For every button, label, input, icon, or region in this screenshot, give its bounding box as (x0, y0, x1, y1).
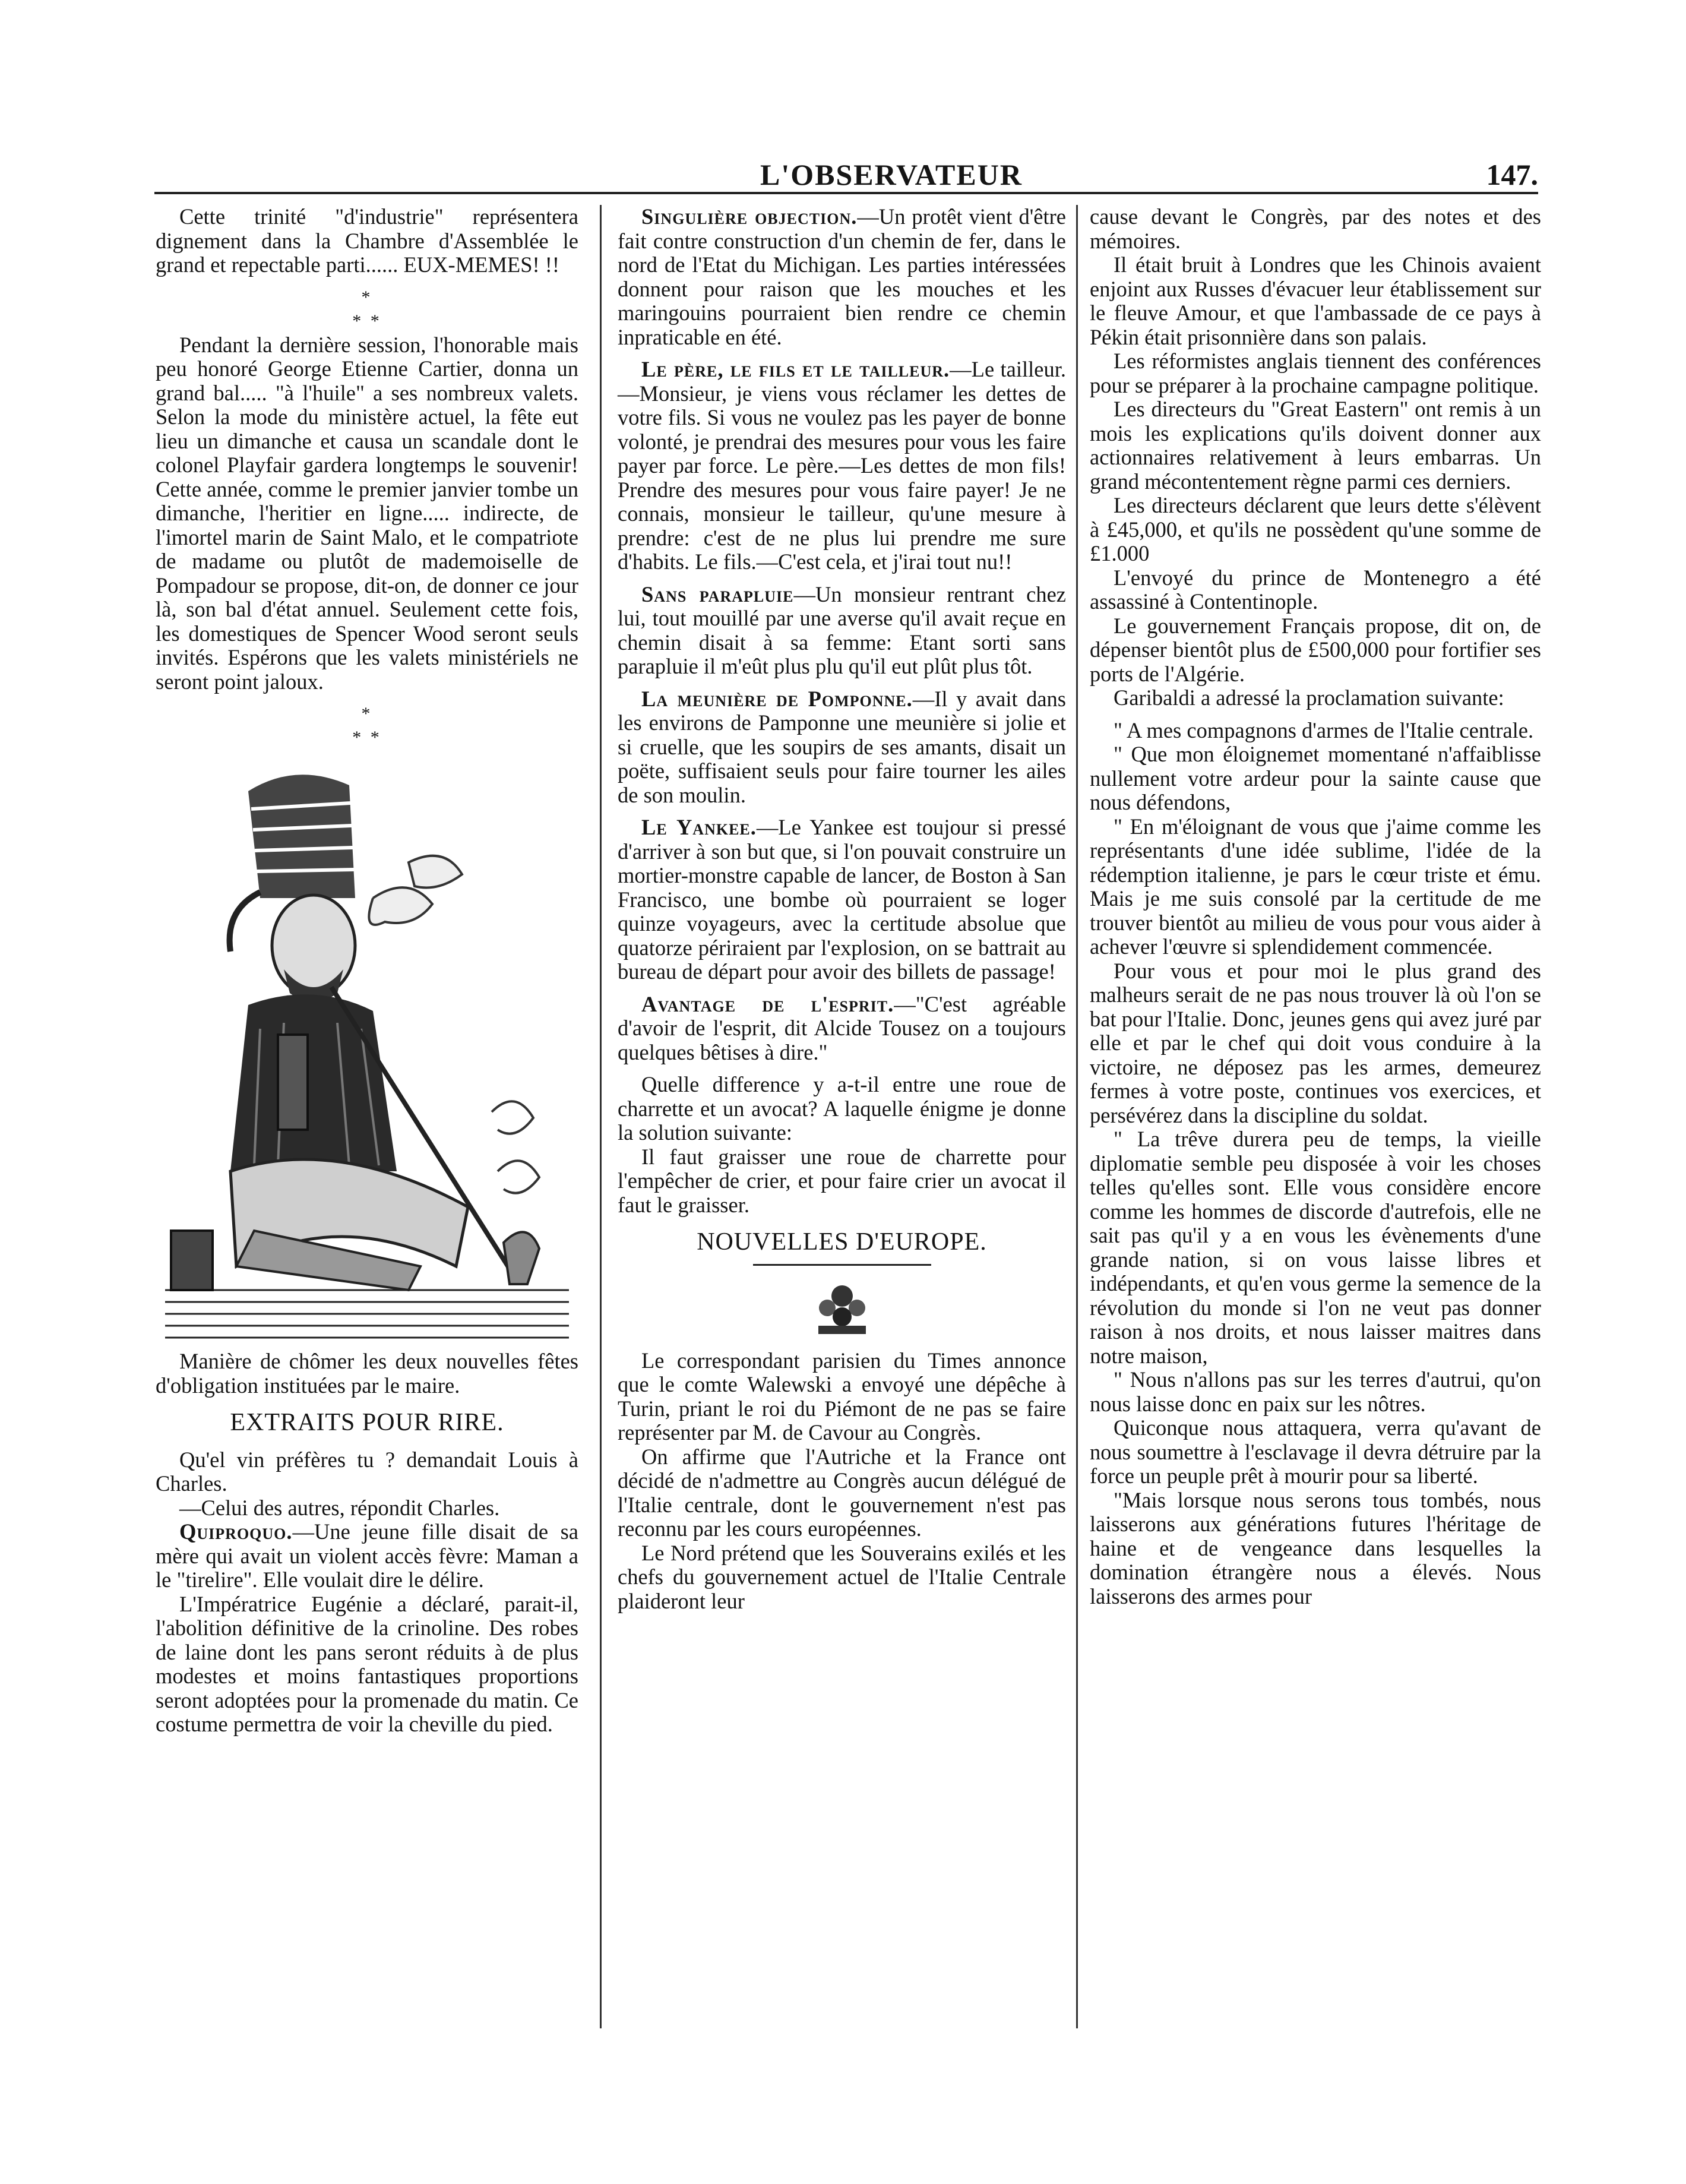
paragraph (618, 816, 1066, 984)
newspaper-title: L'OBSERVATEUR (760, 158, 1023, 191)
paragraph: " A mes compagnons d'armes de l'Italie centrale. (1114, 718, 1534, 742)
paragraph: Les réformistes anglais tiennent des conférences pour se préparer à la prochaine campagne politique. (1090, 349, 1541, 397)
asterism-icon: * * * (352, 704, 382, 747)
column-2 (618, 205, 1066, 1613)
page-number: 147. (1486, 158, 1538, 191)
item-text: —Un monsieur rentrant chez lui, tout mouillé par une averse qu'il avait reçue en chemin disait à sa femme: Etant sorti sans parapluie il m'eût plus plu qu'il eut plût plus tôt. (618, 581, 1066, 678)
floral-ornament-icon (806, 1275, 878, 1341)
paragraph: " En m'éloignant de vous que j'aime comme les représentants d'une idée sublime, l'idée de la rédemption italienne, je pars le cœur triste et ému. Mais je me suis consolé par la certitude de me trouver bientôt au milieu de vous pour vous aider à achever l'œuvre si splendidement commencée. (1090, 814, 1541, 959)
section-title: NOUVELLES D'EUROPE. (697, 1228, 987, 1256)
item-text: —Un protêt vient d'être fait contre construction d'un chemin de fer, dans le nord de l'Etat du Michigan. Les parties intéressées donnent pour raison que les mouches et les maringouins pourraient bien rendre ce chemin inpraticable en été. (618, 204, 1066, 349)
header-rule (154, 192, 1538, 194)
item-heading: Le père, le fils et le tailleur. (641, 357, 950, 381)
item-text: —"C'est agréable d'avoir de l'esprit, dit Alcide Tousez on a toujours quelques bêtises à dire." (618, 991, 1066, 1064)
engraving-caption: Manière de chômer les deux nouvelles fêtes d'obligation instituées par le maire. (156, 1349, 578, 1398)
section-rule (753, 1264, 931, 1266)
paragraph: Il faut graisser une roue de charrette pour l'empêcher de crier, et pour faire crier un avocat il faut le graisser. (618, 1144, 1066, 1217)
paragraph (156, 1520, 578, 1592)
engraving-seated-pipe-smoker (159, 756, 575, 1349)
paragraph: On affirme que l'Autriche et la France ont décidé de n'admettre au Congrès aucun délégué de l'Italie centrale, dont le gouvernement n'est pas reconnu par les cours européennes. (618, 1444, 1066, 1541)
item-text: —Une jeune fille disait de sa mère qui avait un violent accès fèvre: Maman a le "tirelire". Elle voulait dire le délire. (156, 1519, 578, 1592)
paragraph: Les directeurs du "Great Eastern" ont remis à un mois les explications qu'ils doivent donner aux actionnaires relativement à leurs embarras. Un grand mécontentement règne parmi ces derniers. (1090, 397, 1541, 494)
paragraph: " La trêve durera peu de temps, la vieille diplomatie semble peu disposée à voir les choses telles qu'elles sont. Elle vous considère encore comme les hommes de discorde d'autrefois, elle ne sait pas qu'il y a en vous les évènements d'une grande nation, si on vous laisse libres et indépendants, et qu'en vous germe la semence de la révolution du monde si l'on ne veut pas donner raison à nos droits, et nous laisser maitres dans notre maison, (1090, 1127, 1541, 1368)
item-heading: Le Yankee. (641, 815, 757, 839)
section-title: EXTRAITS POUR RIRE. (230, 1409, 504, 1436)
paragraph (618, 993, 1066, 1065)
column-divider (1076, 205, 1078, 2028)
paragraph: Le correspondant parisien du Times annonce que le comte Walewski a envoyé une dépêche à Turin, priant le roi du Piémont de ne pas se faire représenter par M. de Cavour au Congrès. (618, 1348, 1066, 1445)
column-3 (1090, 205, 1541, 1608)
column-divider (600, 205, 602, 2028)
item-heading: Singulière objection. (641, 204, 858, 229)
paragraph: Quiconque nous attaquera, verra qu'avant de nous soumettre à l'esclavage il devra détruire par la force un peuple prêt à mourir pour sa liberté. (1090, 1415, 1541, 1488)
column-1 (156, 205, 578, 1737)
paragraph: L'Impératrice Eugénie a déclaré, parait-il, l'abolition définitive de la crinoline. Des robes de laine dont les pans seront réduits à de plus modestes et moins fantastiques proportions seront adoptées pour la promenade du matin. Ce costume permettra de voir la cheville du pied. (156, 1591, 578, 1736)
item-heading: Sans parapluie (641, 581, 794, 606)
paragraph: Cette trinité "d'industrie" représentera dignement dans la Chambre d'Assemblée le grand et repectable parti...... EUX-MEMES! !! (156, 204, 578, 277)
item-heading: Quiproquo. (179, 1519, 293, 1544)
paragraph: Les directeurs déclarent que leurs dette s'élèvent à £45,000, et qu'ils ne possèdent qu'une somme de £1.000 (1090, 493, 1541, 565)
paragraph: —Celui des autres, répondit Charles. (179, 1495, 500, 1520)
item-heading: Avantage de l'esprit. (641, 991, 894, 1016)
paragraph (618, 583, 1066, 679)
page-header (154, 157, 1538, 199)
paragraph: cause devant le Congrès, par des notes et des mémoires. (1090, 204, 1541, 253)
paragraph: Garibaldi a adressé la proclamation suivante: (1114, 685, 1504, 710)
paragraph: Quelle difference y a-t-il entre une roue de charrette et un avocat? A laquelle énigme je donne la solution suivante: (618, 1072, 1066, 1145)
paragraph: L'envoyé du prince de Montenegro a été assassiné à Contentinople. (1090, 565, 1541, 614)
item-text: —Le Yankee est toujour si pressé d'arriver à son but que, si l'on pouvait construire un mortier-monstre capable de lancer, de Boston à San Francisco, une bombe où pourraient se loger quinze voyageurs, avec la certitude absolue que quatorze périraient par l'explosion, on se battrait au bureau de départ pour avoir des billets de passage! (618, 815, 1066, 984)
asterism-icon: * * * (352, 287, 382, 331)
paragraph: " Nous n'allons pas sur les terres d'autrui, qu'on nous laisse donc en paix sur les nôtres. (1090, 1367, 1541, 1416)
item-text: —Le tailleur.—Monsieur, je viens vous réclamer les dettes de votre fils. Si vous ne voulez pas les payer de bonne volonté, je prendrai des mesures pour vous les faire payer par force. Le père.—Les dettes de mon fils! Prendre des mesures pour vous faire payer! Je ne connais, monsieur le tailleur, qu'une mesure à prendre: c'est de ne plus lui prendre me sure d'habits. Le fils.—C'est cela, et j'irai tout nu!! (618, 357, 1066, 574)
paragraph (618, 687, 1066, 808)
paragraph: "Mais lorsque nous serons tous tombés, nous laisserons aux générations futures l'héritage de haine et de vengeance dans lesquelles la domination étrangère nous a élevés. Nous laisserons des armes pour (1090, 1487, 1541, 1608)
paragraph (618, 358, 1066, 574)
item-text: —Il y avait dans les environs de Pamponne une meunière si jolie et si cruelle, que les soupirs de ses amants, disait un poëte, suffisaient seuls pour faire tourner les ailes de son moulin. (618, 686, 1067, 807)
paragraph (618, 205, 1066, 349)
paragraph: Le Nord prétend que les Souverains exilés et les chefs du gouvernement actuel de l'Italie Centrale plaideront leur (618, 1540, 1066, 1613)
paragraph: Pendant la dernière session, l'honorable mais peu honoré George Etienne Cartier, donna un grand bal..... "à l'huile" a ses nombreux valets. Selon la mode du ministère actuel, la fête eut lieu un dimanche et causa un scandale dont le colonel Playfair gardera longtemps le souvenir! Cette année, comme le premier janvier tombe un dimanche, l'heritier en ligne..... indirecte, de l'imortel marin de Saint Malo, et le compatriote de madame ou plutôt de mademoiselle de Pompadour se propose, dit-on, de donner ce jour là, son bal d'état annuel. Seulement cette fois, les domestiques de Spencer Wood seront seuls invités. Espérons que les valets ministériels ne seront point jaloux. (156, 332, 578, 694)
paragraph: " Que mon éloignemet momentané n'affaiblisse nullement votre ardeur pour la sainte cause que nous défendons, (1090, 742, 1541, 814)
item-heading: La meunière de Pomponne. (641, 686, 913, 711)
paragraph: Il était bruit à Londres que les Chinois avaient enjoint aux Russes d'évacuer leur établissement sur le fleuve Amour, et que l'ambassade de ce pays à Pékin était prisonnière dans son palais. (1090, 252, 1541, 349)
paragraph: Le gouvernement Français propose, dit on, de dépenser bientôt plus de £500,000 pour fortifier ses ports de l'Algérie. (1090, 613, 1541, 686)
paragraph: Qu'el vin préfères tu ? demandait Louis à Charles. (156, 1447, 578, 1496)
paragraph: Pour vous et pour moi le plus grand des malheurs serait de ne pas nous trouver là où l'on se bat pour l'Italie. Donc, jeunes gens qui avez juré par elle et par le chef qui doit vous conduire à la victoire, ne déposez pas les armes, demeurez fermes à votre poste, continues vos exercices, et persévérez dans la discipline du soldat. (1090, 958, 1541, 1127)
